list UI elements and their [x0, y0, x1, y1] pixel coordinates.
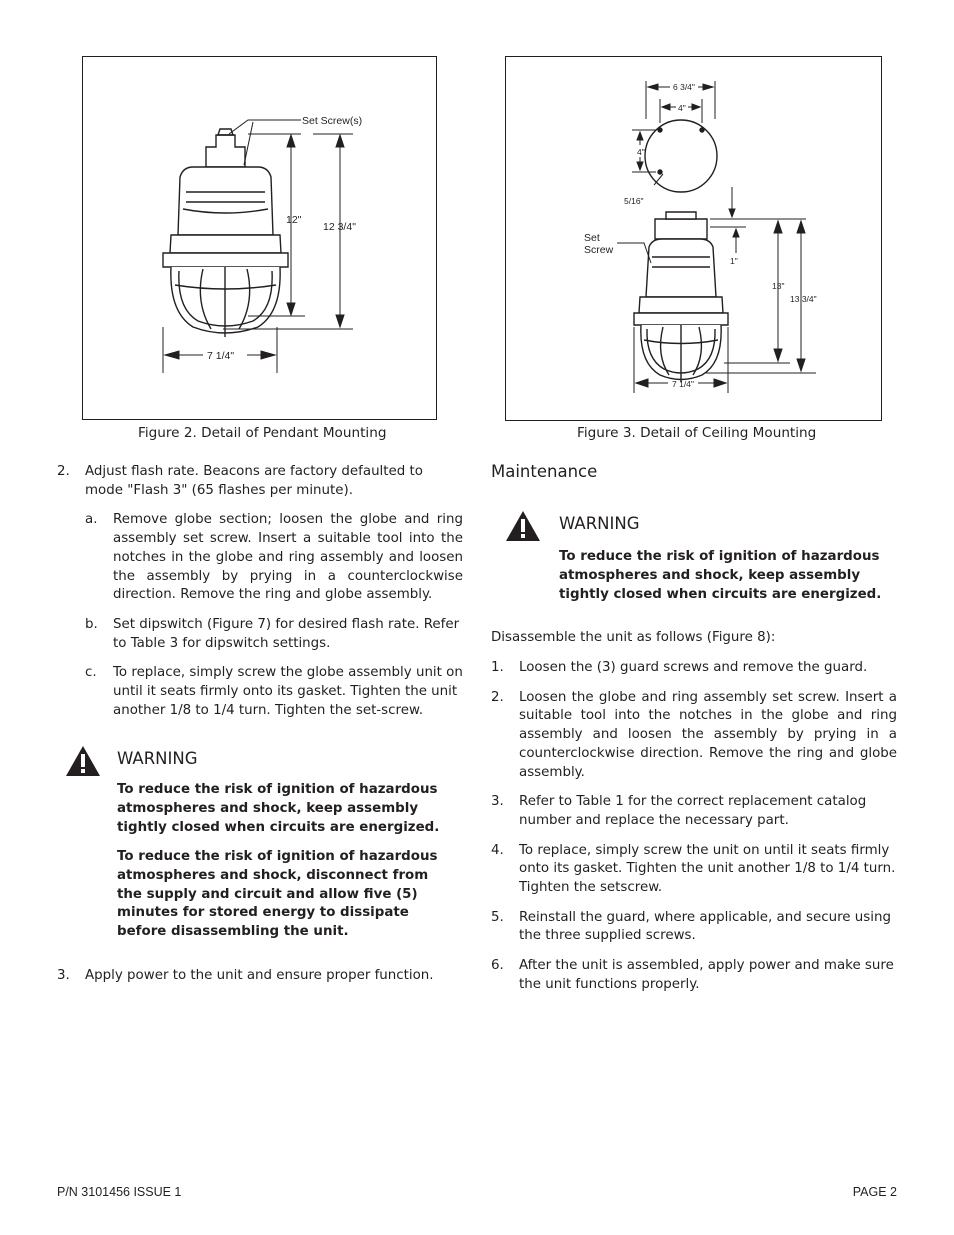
warning-paragraph-1: To reduce the risk of ignition of hazardous atmospheres and shock, keep assembly tightly closed when circuits are energized. [559, 549, 882, 602]
step-3 [57, 967, 463, 997]
substep-c [85, 664, 463, 720]
dim-7-1-4-label: 7 1/4" [672, 379, 694, 389]
warning-title: WARNING [117, 749, 198, 768]
warning-paragraph-1: To reduce the risk of ignition of hazardous atmospheres and shock, keep assembly tightly closed when circuits are energized. [117, 782, 440, 835]
dim-1-label: 1" [730, 256, 738, 266]
dim-7-1-4-label: 7 1/4" [207, 350, 235, 362]
step-2 [57, 463, 463, 500]
substep-letter: c. [85, 665, 97, 681]
dim-12-label: 12" [286, 214, 302, 226]
step-number: 4. [491, 842, 504, 858]
maintenance-step-1 [491, 659, 897, 678]
warning-title: WARNING [559, 514, 640, 533]
warning-triangle-icon [505, 510, 541, 542]
step-text: Reinstall the guard, where applicable, and secure using the three supplied screws. [519, 909, 891, 944]
maintenance-step-6 [491, 957, 897, 994]
step-text: After the unit is assembled, apply power and make sure the unit functions properly. [519, 958, 894, 992]
maintenance-step-4 [491, 842, 897, 898]
step-text: Refer to Table 1 for the correct replacement catalog number and replace the necessary part. [519, 794, 867, 828]
dim-5-16-label: 5/16" [624, 196, 644, 206]
left-column [57, 463, 463, 731]
dim-6-3-4-label: 6 3/4" [673, 82, 695, 92]
pendant-mounting-drawing [83, 57, 436, 419]
dim-13-label: 13" [772, 281, 785, 291]
substep-text: To replace, simply screw the globe assembly unit on until it seats firmly onto its gasket. Tighten the unit another 1/8 to 1/4 turn. Tighten the set-screw. [113, 665, 463, 718]
dim-13-3-4-label: 13 3/4" [790, 294, 817, 304]
page-number: PAGE 2 [852, 1185, 897, 1199]
step-text: To replace, simply screw the unit on until it seats firmly onto its gasket. Tighten the unit another 1/8 to 1/4 turn. Tighten the setscrew. [519, 842, 896, 896]
step-text: Adjust flash rate. Beacons are factory defaulted to mode "Flash 3" (65 flashes per minute). [85, 464, 423, 498]
figure-2-pendant-mounting [82, 56, 437, 420]
step-text: Apply power to the unit and ensure proper function. [85, 968, 434, 983]
warning-triangle-icon [65, 745, 101, 777]
maintenance-step-5 [491, 909, 897, 946]
substep-text: Remove globe section; loosen the globe and ring assembly set screw. Insert a suitable tool into the notches in the globe and ring assembly and loosen the assembly by prying in a counterclockwise direction. Remove the ring and globe assembly. [113, 512, 463, 603]
set-screws-label: Set Screw(s) [302, 115, 363, 127]
substep-letter: a. [85, 512, 98, 528]
step-number: 2. [491, 689, 504, 705]
warning-body [559, 548, 891, 615]
substep-a [85, 511, 463, 605]
warning-body [117, 781, 457, 952]
part-number: P/N 3101456 ISSUE 1 [57, 1185, 182, 1199]
dim-4-vertical-label: 4" [637, 147, 645, 157]
figure-3-caption: Figure 3. Detail of Ceiling Mounting [577, 425, 817, 441]
warning-paragraph-2: To reduce the risk of ignition of hazardous atmospheres and shock, disconnect from the supply and circuit and allow five (5) minutes for stored energy to dissipate before disassembling the unit. [117, 848, 438, 940]
substep-letter: b. [85, 616, 98, 632]
disassemble-intro: Disassemble the unit as follows (Figure 8): [491, 630, 776, 645]
figure-2-caption: Figure 2. Detail of Pendant Mounting [138, 425, 387, 441]
step-number: 5. [491, 909, 504, 925]
dim-4-horizontal-label: 4" [678, 103, 686, 113]
substep-text: Set dipswitch (Figure 7) for desired flash rate. Refer to Table 3 for dipswitch settings. [113, 616, 460, 651]
step-number: 2. [57, 464, 70, 479]
dim-12-3-4-label: 12 3/4" [323, 221, 356, 233]
step-number: 1. [491, 660, 504, 675]
maintenance-heading: Maintenance [491, 462, 598, 481]
maintenance-step-3 [491, 793, 897, 830]
step-number: 6. [491, 958, 504, 974]
set-label: Set [584, 232, 600, 244]
step-text: Loosen the globe and ring assembly set screw. Insert a suitable tool into the notches in the globe and ring assembly and loosen the assembly by prying in a counterclockwise direction. Remove the ring and globe assembly. [519, 689, 897, 780]
screw-label: Screw [584, 244, 614, 256]
figure-3-ceiling-mounting [505, 56, 882, 421]
ceiling-mounting-drawing [506, 57, 881, 420]
maintenance-steps [491, 659, 897, 1006]
substep-b [85, 616, 463, 653]
step-text: Loosen the (3) guard screws and remove the guard. [519, 660, 868, 675]
maintenance-step-2 [491, 689, 897, 783]
step-number: 3. [491, 794, 504, 810]
step-number: 3. [57, 968, 70, 983]
